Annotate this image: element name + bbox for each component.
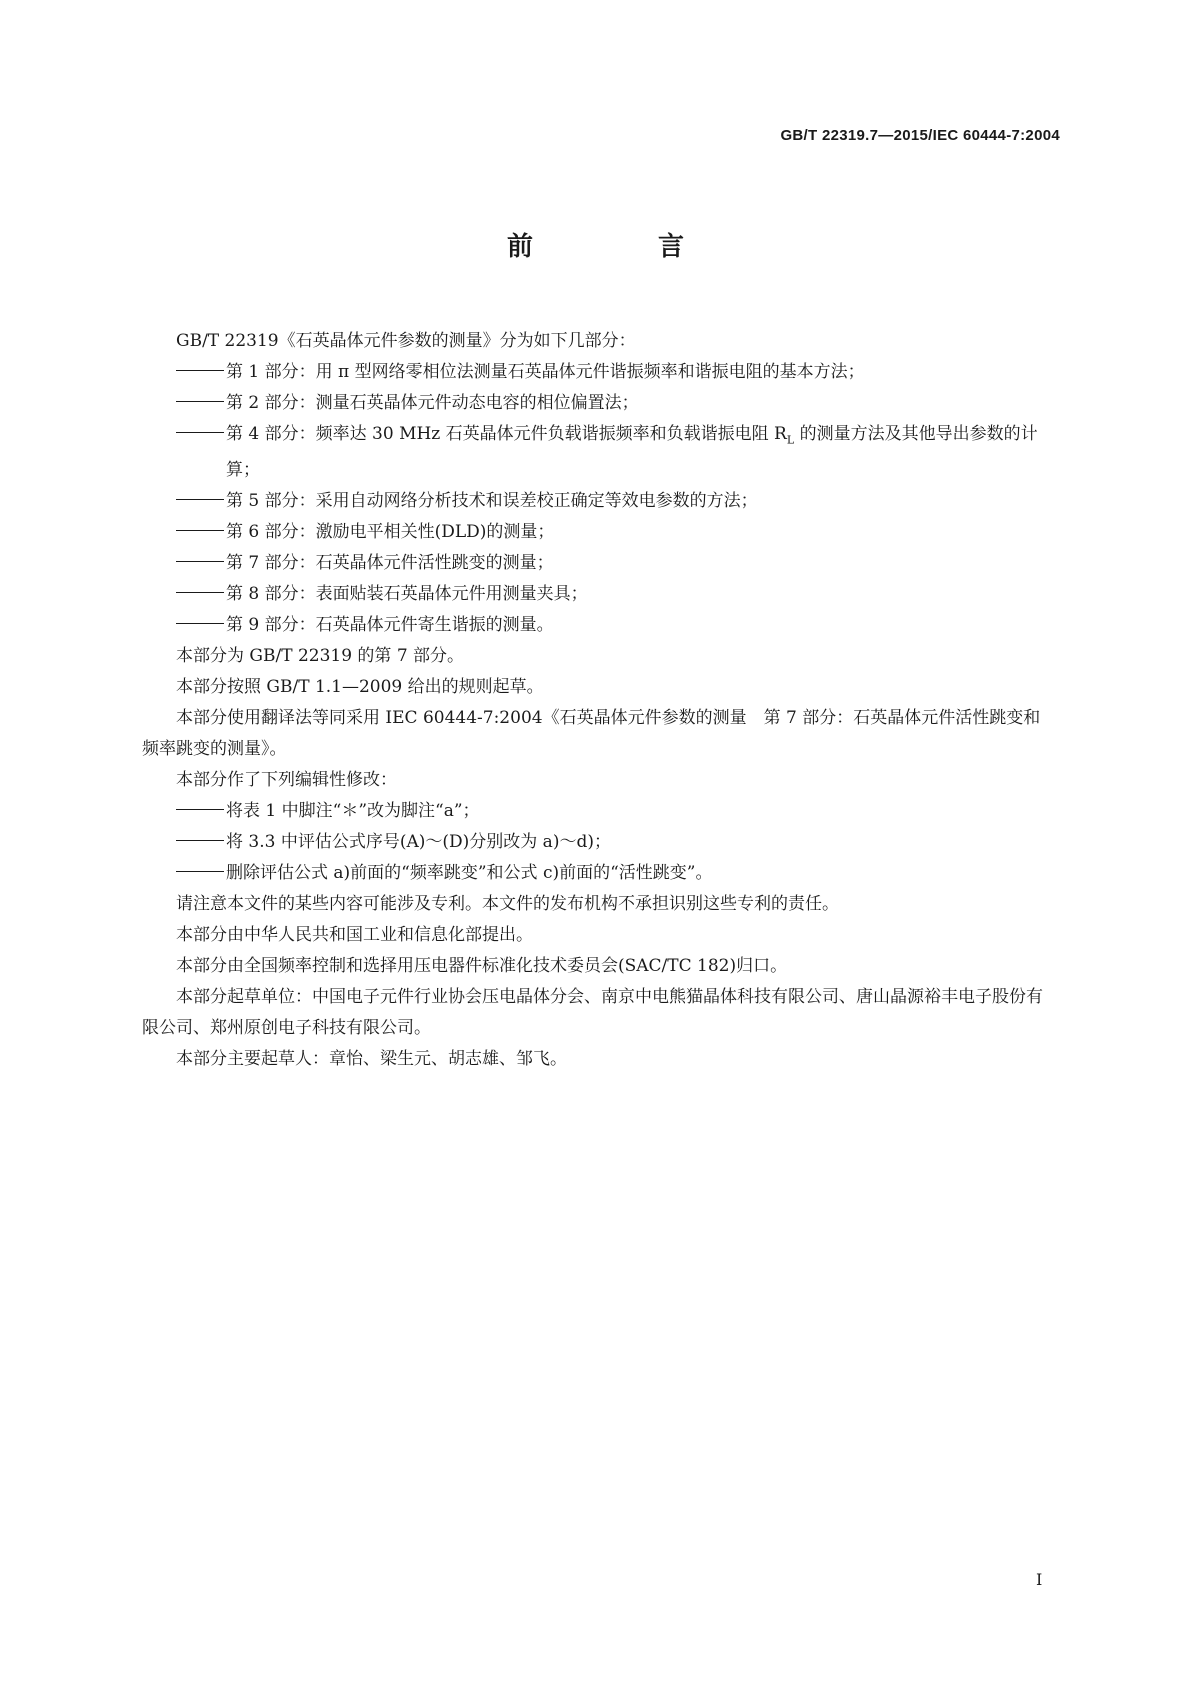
em-dash — [176, 432, 224, 433]
em-dash — [176, 592, 224, 593]
em-dash — [176, 840, 224, 841]
page-title: 前 言 — [506, 232, 743, 262]
intro-paragraph: GB/T 22319《石英晶体元件参数的测量》分为如下几部分： — [176, 331, 636, 351]
em-dash — [176, 623, 224, 624]
editorial-change-item: 将 3.3 中评估公式序号(A)～(D)分别改为 a)～d)； — [142, 827, 1050, 858]
part-list-item: 第 5 部分：采用自动网络分析技术和误差校正确定等效电参数的方法； — [142, 486, 1050, 517]
patent-notice-paragraph: 请注意本文件的某些内容可能涉及专利。本文件的发布机构不承担识别这些专利的责任。 — [176, 894, 839, 915]
this-part-paragraph: 本部分为 GB/T 22319 的第 7 部分。 — [176, 646, 465, 667]
part-list-item: 第 2 部分：测量石英晶体元件动态电容的相位偏置法； — [142, 388, 1050, 419]
em-dash — [176, 561, 224, 562]
em-dash — [176, 871, 224, 872]
part-list-item: 第 7 部分：石英晶体元件活性跳变的测量； — [142, 548, 1050, 579]
committee-paragraph: 本部分由全国频率控制和选择用压电器件标准化技术委员会(SAC/TC 182)归口。 — [176, 956, 788, 977]
em-dash — [176, 401, 224, 402]
em-dash — [176, 809, 224, 810]
adoption-paragraph: 本部分使用翻译法等同采用 IEC 60444-7:2004《石英晶体元件参数的测量 第 7 部分：石英晶体元件活性跳变和频率跳变的测量》。 — [142, 708, 1041, 760]
drafters-paragraph: 本部分主要起草人：章怡、梁生元、胡志雄、邹飞。 — [176, 1049, 567, 1070]
drafting-units-paragraph: 本部分起草单位：中国电子元件行业协会压电晶体分会、南京中电熊猫晶体科技有限公司、唐山晶源裕丰电子股份有限公司、郑州原创电子科技有限公司。 — [142, 987, 1043, 1039]
part-list-item: 第 9 部分：石英晶体元件寄生谐振的测量。 — [142, 610, 1050, 641]
editorial-intro-paragraph: 本部分作了下列编辑性修改： — [176, 770, 397, 791]
editorial-change-item: 删除评估公式 a)前面的“频率跳变”和公式 c)前面的“活性跳变”。 — [142, 858, 1050, 889]
part-list-item: 第 6 部分：激励电平相关性(DLD)的测量； — [142, 517, 1050, 548]
editorial-change-item: 将表 1 中脚注“＊”改为脚注“a”； — [142, 796, 1050, 827]
standard-code: GB/T 22319.7—2015/IEC 60444-7:2004 — [780, 127, 1060, 144]
page-number: I — [1036, 1570, 1043, 1589]
foreword-body — [142, 326, 1050, 1075]
em-dash — [176, 370, 224, 371]
subscript-l: L — [786, 433, 795, 447]
em-dash — [176, 530, 224, 531]
em-dash — [176, 499, 224, 500]
proposer-paragraph: 本部分由中华人民共和国工业和信息化部提出。 — [176, 925, 533, 946]
part-list-item: 第 8 部分：表面贴装石英晶体元件用测量夹具； — [142, 579, 1050, 610]
part-list-item: 第 4 部分：频率达 30 MHz 石英晶体元件负载谐振频率和负载谐振电阻 $R_L$ 的测量方法及其他导出参数的计算； — [142, 419, 1050, 486]
part-list-item: 第 1 部分：用 π 型网络零相位法测量石英晶体元件谐振频率和谐振电阻的基本方法； — [142, 357, 1050, 388]
drafting-rules-paragraph: 本部分按照 GB/T 1.1—2009 给出的规则起草。 — [176, 677, 544, 698]
